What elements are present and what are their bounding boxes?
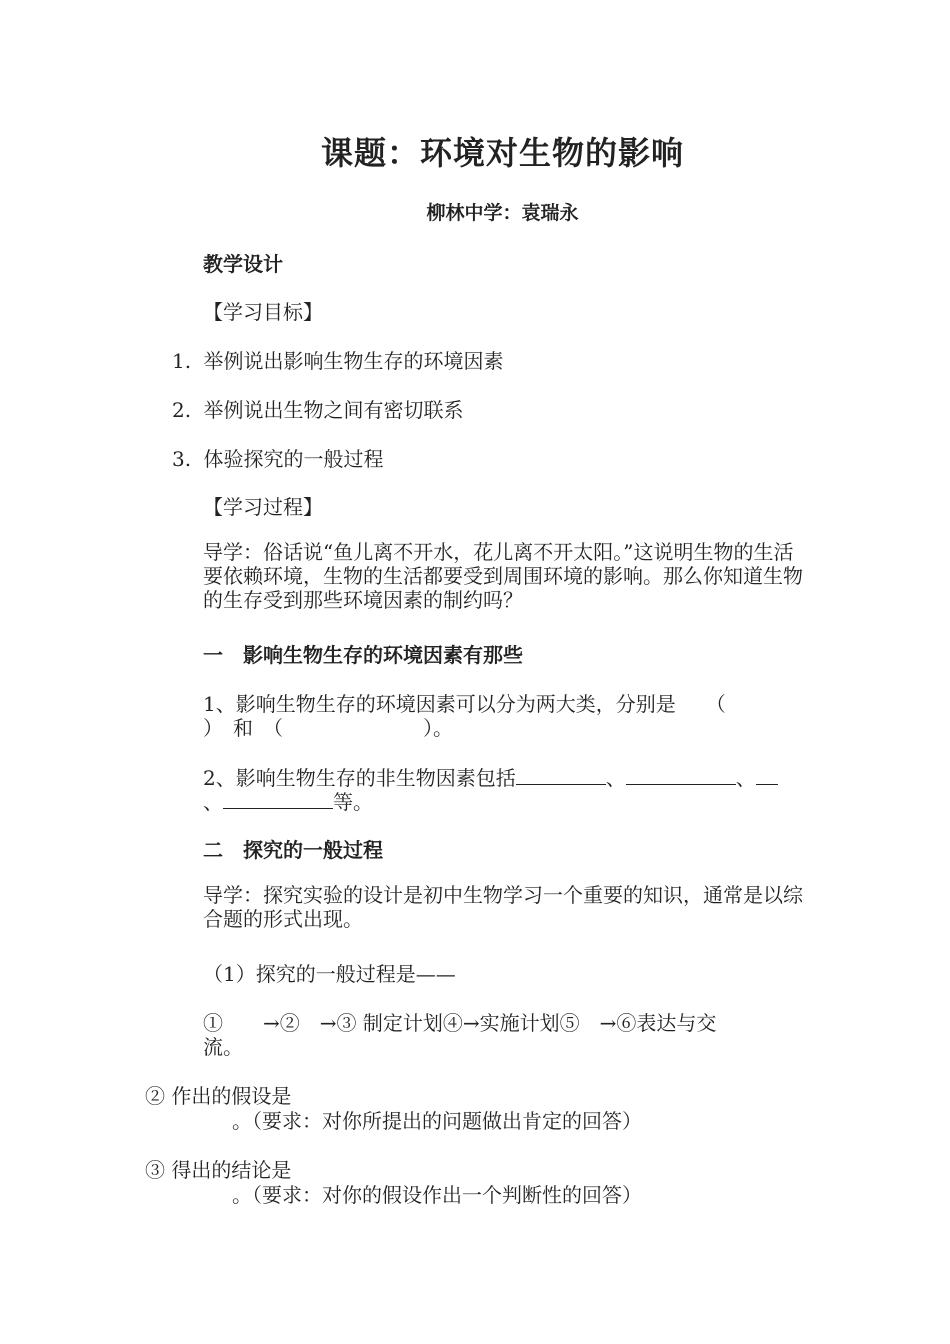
question2-end: 等。 — [333, 790, 373, 814]
steps-line1: ① →② →③ 制定计划④→实施计划⑤ →⑥表达与交 — [203, 1011, 717, 1035]
separator: 、 — [203, 790, 223, 814]
section1-heading: 一 影响生物生存的环境因素有那些 — [203, 643, 523, 667]
goal-item — [172, 345, 503, 374]
answer-blank[interactable] — [223, 790, 333, 809]
question1-line1: 1、影响生物生存的环境因素可以分为两大类，分别是 （ — [203, 692, 726, 716]
author-line: 柳林中学：袁瑞永 — [426, 202, 579, 224]
answer-blank[interactable] — [756, 766, 778, 785]
goal-number: 3. — [172, 447, 192, 471]
conclusion-label: ③ 得出的结论是 — [145, 1158, 292, 1182]
intro-paragraph: 导学：俗话说“鱼儿离不开水，花儿离不开太阳。”这说明生物的生活要依赖环境，生物的生活都要受到周围环境的影响。那么你知道生物的生存受到那些环境因素的制约吗？ — [203, 540, 803, 612]
section2-intro: 导学：探究实验的设计是初中生物学习一个重要的知识，通常是以综合题的形式出现。 — [203, 883, 803, 931]
question2-prefix: 2、影响生物生存的非生物因素包括 — [203, 766, 516, 790]
answer-blank[interactable] — [626, 766, 736, 785]
goal-text: 体验探究的一般过程 — [203, 447, 384, 471]
goal-item — [172, 443, 383, 472]
hypothesis-note: 。（要求：对你所提出的问题做出肯定的回答） — [232, 1109, 642, 1133]
question1-line2: ） 和 （ ）。 — [203, 716, 453, 740]
goal-text: 举例说出影响生物生存的环境因素 — [203, 349, 504, 373]
separator: 、 — [735, 766, 756, 790]
step-intro: （1）探究的一般过程是—— — [203, 962, 456, 986]
design-heading: 教学设计 — [203, 252, 283, 276]
goal-item — [172, 394, 463, 423]
hypothesis-label: ② 作出的假设是 — [145, 1084, 292, 1108]
goals-heading: 【学习目标】 — [203, 300, 323, 324]
goal-text: 举例说出生物之间有密切联系 — [203, 398, 464, 422]
goal-number: 1. — [172, 349, 192, 373]
steps-line2: 流。 — [203, 1035, 243, 1059]
separator: 、 — [605, 766, 626, 790]
section2-heading: 二 探究的一般过程 — [203, 838, 383, 862]
question2-line2 — [203, 786, 373, 815]
conclusion-note: 。（要求：对你的假设作出一个判断性的回答） — [232, 1183, 642, 1207]
goal-number: 2. — [172, 398, 192, 422]
page-title: 课题：环境对生物的影响 — [320, 134, 684, 172]
answer-blank[interactable] — [516, 766, 606, 785]
process-heading: 【学习过程】 — [203, 495, 323, 519]
